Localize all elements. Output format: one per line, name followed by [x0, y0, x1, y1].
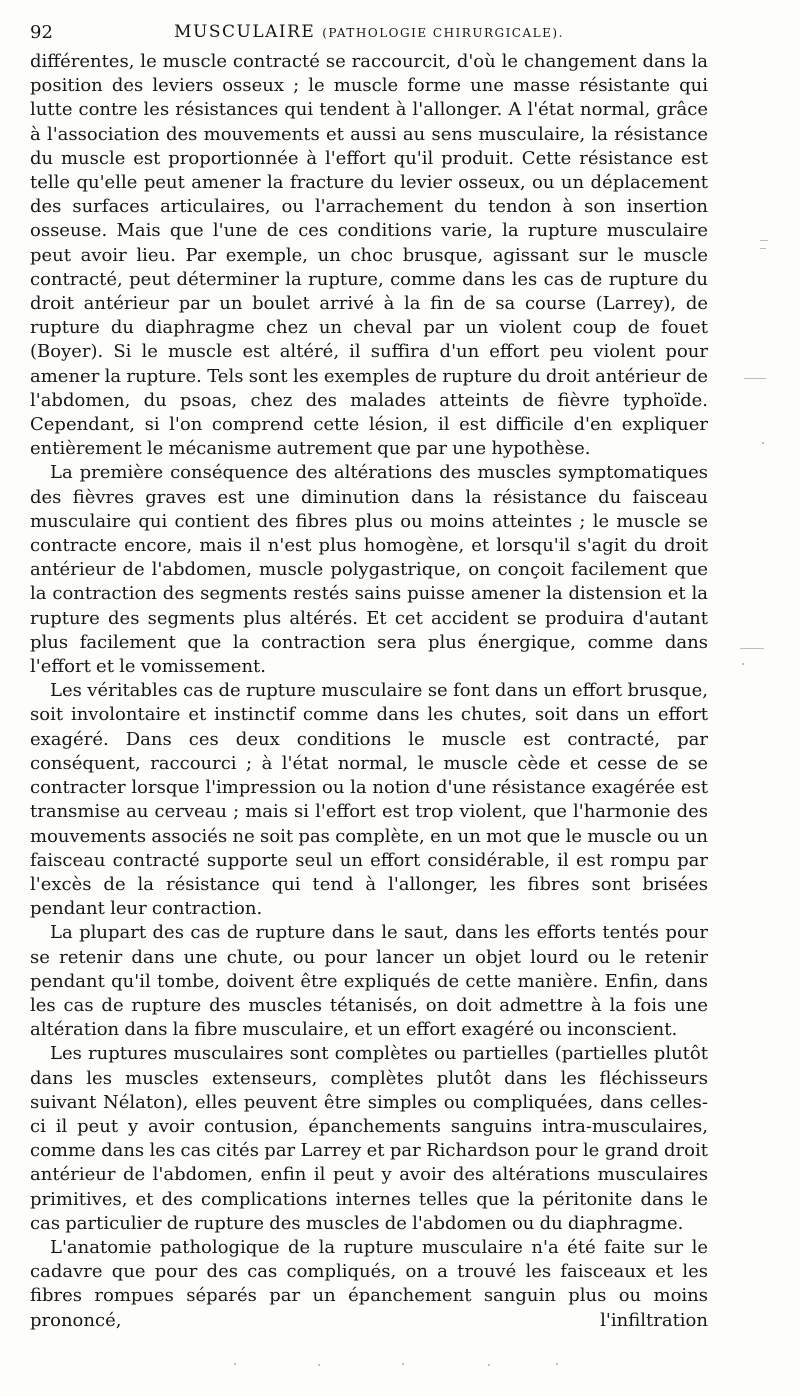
running-title — [30, 22, 708, 42]
running-title-sub: (PATHOLOGIE CHIRURGICALE). — [322, 26, 564, 40]
scan-speck — [742, 663, 744, 665]
scan-speck — [234, 1363, 236, 1365]
scan-mark — [744, 378, 766, 379]
scan-mark — [760, 240, 768, 241]
scan-mark — [760, 248, 766, 249]
scan-speck — [556, 1363, 558, 1365]
paragraph: différentes, le muscle contracté se raccourcit, d'où le changement dans la position des leviers osseux ; le muscle forme une masse résistante qui lutte contre les résistances qui tendent à l'allonger. A l'état normal, grâce à l'association des mouvements et aussi au sens musculaire, la résistance du muscle est proportionnée à l'effort qu'il produit. Cette résistance est telle qu'elle peut amener la fracture du levier osseux, ou un déplacement des surfaces articulaires, ou l'arrachement du tendon à son insertion osseuse. Mais que l'une de ces conditions varie, la rupture musculaire peut avoir lieu. Par exemple, un choc brusque, agissant sur le muscle contracté, peut déterminer la rupture, comme dans les cas de rupture du droit antérieur par un boulet arrivé à la fin de sa course (Larrey), de rupture du diaphragme chez un cheval par un violent coup de fouet (Boyer). Si le muscle est altéré, il suffira d'un effort peu violent pour amener la rupture. Tels sont les exemples de rupture du droit antérieur de l'abdomen, du psoas, chez des malades atteints de fièvre typhoïde. Cependant, si l'on comprend cette lésion, il est difficile d'en expliquer entièrement le mécanisme autrement que par une hypothèse. — [30, 51, 708, 460]
book-page — [30, 18, 708, 1333]
scan-mark — [740, 648, 764, 649]
paragraph: Les ruptures musculaires sont complètes ou partielles (partielles plutôt dans les muscles extenseurs, complètes plutôt dans les fléchisseurs suivant Nélaton), elles peuvent être simples ou compliquées, dans celles-ci il peut y avoir contusion, épanchements sanguins intra-musculaires, comme dans les cas cités par Larrey et par Richardson pour le grand droit antérieur de l'abdomen, enfin il peut y avoir des altérations musculaires primitives, et des complications internes telles que la péritonite dans le cas particulier de rupture des muscles de l'abdomen ou du diaphragme. — [30, 1043, 708, 1234]
scan-speck — [402, 1363, 404, 1365]
running-title-main: MUSCULAIRE — [174, 22, 316, 42]
page-number: 92 — [30, 22, 53, 43]
scan-speck — [318, 1364, 320, 1366]
body-text — [30, 50, 708, 1333]
paragraph: Les véritables cas de rupture musculaire se font dans un effort brusque, soit involontaire et instinctif comme dans les chutes, soit dans un effort exagéré. Dans ces deux conditions le muscle est contracté, par conséquent, raccourci ; à l'état normal, le muscle cède et cesse de se contracter lorsque l'impression ou la notion d'une résistance exagérée est transmise au cerveau ; mais si l'effort est trop violent, que l'harmonie des mouvements associés ne soit pas complète, en un mot que le muscle ou un faisceau contracté supporte seul un effort considérable, il est rompu par l'excès de la résistance qui tend à l'allonger, les fibres sont brisées pendant leur contraction. — [30, 680, 708, 920]
paragraph: L'anatomie pathologique de la rupture musculaire n'a été faite sur le cadavre que pour des cas compliqués, on a trouvé les faisceaux et les fibres rompues séparés par un épanchement sanguin plus ou moins prononcé, l'infiltration — [30, 1236, 708, 1331]
paragraph: La plupart des cas de rupture dans le saut, dans les efforts tentés pour se retenir dans une chute, ou pour lancer un objet lourd ou le retenir pendant qu'il tombe, doivent être expliqués de cette manière. Enfin, dans les cas de rupture des muscles tétanisés, on doit admettre à la fois une altération dans la fibre musculaire, et un effort exagéré ou inconscient. — [30, 922, 708, 1041]
paragraph: La première conséquence des altérations des muscles symptomatiques des fièvres graves est une diminution dans la résistance du faisceau musculaire qui contient des fibres plus ou moins atteintes ; le muscle se contracte encore, mais il n'est plus homogène, et lorsqu'il s'agit du droit antérieur de l'abdomen, muscle polygastrique, on conçoit facilement que la contraction des segments restés sains puisse amener la distension et la rupture des segments plus altérés. Et cet accident se produira d'autant plus facilement que la contraction sera plus énergique, comme dans l'effort et le vomissement. — [30, 462, 708, 678]
scan-speck — [488, 1364, 490, 1366]
running-header — [30, 18, 708, 48]
scan-speck — [762, 442, 764, 444]
